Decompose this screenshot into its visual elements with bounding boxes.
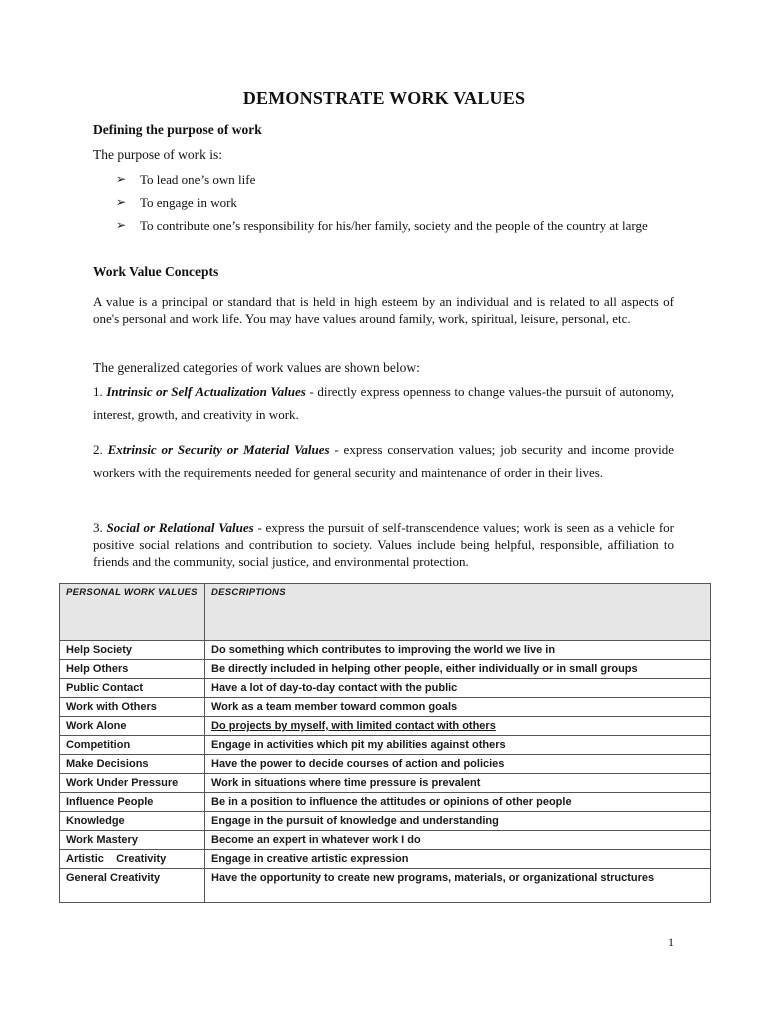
- value-category-item: [93, 519, 674, 570]
- item-term: Social or Relational Values: [106, 520, 254, 535]
- value-cell: General Creativity: [60, 869, 205, 903]
- column-header-values: PERSONAL WORK VALUES: [60, 584, 205, 641]
- value-cell: Work Mastery: [60, 831, 205, 850]
- value-cell: Artistic Creativity: [60, 850, 205, 869]
- description-cell: Work in situations where time pressure is prevalent: [205, 774, 711, 793]
- table-row: [60, 812, 711, 831]
- description-cell: Have the power to decide courses of action and policies: [205, 755, 711, 774]
- description-cell: Engage in the pursuit of knowledge and understanding: [205, 812, 711, 831]
- description-cell: Have the opportunity to create new programs, materials, or organizational structures: [205, 869, 711, 903]
- table-row: [60, 641, 711, 660]
- description-cell: Have a lot of day-to-day contact with the public: [205, 679, 711, 698]
- bullet-text: To lead one’s own life: [140, 172, 256, 187]
- table-row: [60, 736, 711, 755]
- table-row: [60, 869, 711, 903]
- value-cell: Help Society: [60, 641, 205, 660]
- value-cell: Help Others: [60, 660, 205, 679]
- value-cell: Influence People: [60, 793, 205, 812]
- value-cell: Public Contact: [60, 679, 205, 698]
- value-cell: Work Alone: [60, 717, 205, 736]
- table-row: [60, 850, 711, 869]
- section-heading-purpose: Defining the purpose of work: [93, 122, 262, 137]
- page-title: DEMONSTRATE WORK VALUES: [242, 88, 526, 108]
- arrow-bullet-icon: ➢: [116, 172, 127, 186]
- table-row: [60, 698, 711, 717]
- table-row: [60, 755, 711, 774]
- item-number: 1.: [93, 384, 103, 399]
- item-number: 3.: [93, 520, 103, 535]
- table-row: [60, 793, 711, 812]
- table-header-row: [60, 584, 711, 641]
- section-heading-concepts: Work Value Concepts: [93, 264, 219, 279]
- item-number: 2.: [93, 442, 103, 457]
- table-row: [60, 831, 711, 850]
- arrow-bullet-icon: ➢: [116, 195, 127, 209]
- value-category-item: [93, 438, 674, 484]
- table-row: [60, 717, 711, 736]
- description-cell: Engage in activities which pit my abilities against others: [205, 736, 711, 755]
- item-text: - express conservation values; job security and income provide workers with the requirements needed for general security and maintenance of order in their lives.: [93, 442, 675, 480]
- description-cell: Become an expert in whatever work I do: [205, 831, 711, 850]
- value-paragraph: A value is a principal or standard that is held in high esteem by an individual and is related to all aspects of one's personal and work life. You may have values around family, work, spiritual, leisure, personal, etc.: [93, 294, 674, 326]
- page-number: 1: [668, 935, 674, 949]
- bullet-text: To contribute one’s responsibility for his/her family, society and the people of the country at large: [140, 218, 648, 233]
- value-cell: Make Decisions: [60, 755, 205, 774]
- value-cell: Competition: [60, 736, 205, 755]
- description-cell: Engage in creative artistic expression: [205, 850, 711, 869]
- categories-intro: The generalized categories of work values are shown below:: [93, 360, 420, 375]
- table-row: [60, 774, 711, 793]
- purpose-intro: The purpose of work is:: [93, 147, 222, 162]
- description-cell: Work as a team member toward common goals: [205, 698, 711, 717]
- description-cell: Be directly included in helping other people, either individually or in small groups: [205, 660, 711, 679]
- value-category-item: [93, 380, 674, 426]
- table-row: [60, 660, 711, 679]
- work-values-table: [59, 583, 711, 903]
- value-cell: Work Under Pressure: [60, 774, 205, 793]
- bullet-text: To engage in work: [140, 195, 237, 210]
- arrow-bullet-icon: ➢: [116, 218, 127, 232]
- item-text: - directly express openness to change values-the pursuit of autonomy, interest, growth, and creativity in work.: [93, 384, 674, 422]
- description-cell: Do something which contributes to improving the world we live in: [205, 641, 711, 660]
- value-cell: Work with Others: [60, 698, 205, 717]
- description-cell: Do projects by myself, with limited contact with others: [205, 717, 711, 736]
- description-cell: Be in a position to influence the attitudes or opinions of other people: [205, 793, 711, 812]
- value-cell: Knowledge: [60, 812, 205, 831]
- item-term: Extrinsic or Security or Material Values: [107, 442, 330, 457]
- table-row: [60, 679, 711, 698]
- item-term: Intrinsic or Self Actualization Values: [106, 384, 306, 399]
- column-header-descriptions: DESCRIPTIONS: [205, 584, 711, 641]
- item-text: - express the pursuit of self-transcendence values; work is seen as a vehicle for positive social relations and contribution to society. Values include being helpful, responsible, affiliation to friends and the community, social justice, and environmental protection.: [93, 520, 674, 569]
